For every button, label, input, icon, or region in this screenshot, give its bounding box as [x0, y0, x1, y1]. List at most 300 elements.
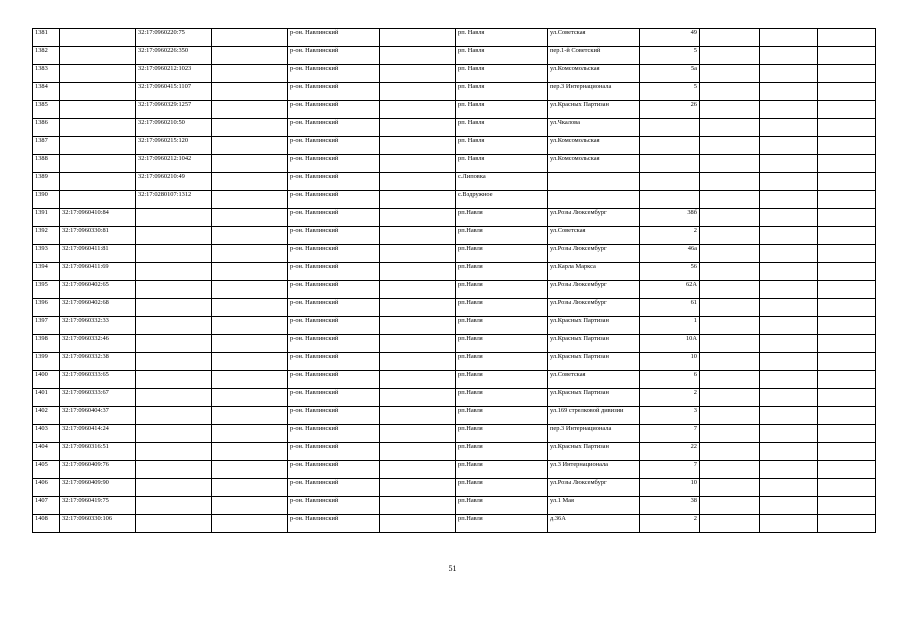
empty-cell	[818, 515, 876, 533]
empty-cell	[760, 65, 818, 83]
district: р-он. Навлинский	[288, 425, 380, 443]
row-number: 1384	[33, 83, 60, 101]
cadastral-number-land	[60, 29, 136, 47]
empty-cell	[380, 461, 456, 479]
empty-cell	[380, 65, 456, 83]
empty-cell	[760, 227, 818, 245]
empty-cell	[760, 47, 818, 65]
district: р-он. Навлинский	[288, 209, 380, 227]
empty-cell	[700, 443, 760, 461]
empty-cell	[760, 191, 818, 209]
settlement: рп. Навля	[456, 119, 548, 137]
empty-cell	[212, 29, 288, 47]
empty-cell	[212, 461, 288, 479]
empty-cell	[212, 335, 288, 353]
row-number: 1396	[33, 299, 60, 317]
empty-cell	[212, 191, 288, 209]
settlement: с.Вздружное	[456, 191, 548, 209]
empty-cell	[818, 443, 876, 461]
district: р-он. Навлинский	[288, 479, 380, 497]
empty-cell	[818, 245, 876, 263]
district: р-он. Навлинский	[288, 515, 380, 533]
street: ул.Розы Люксембург	[548, 299, 640, 317]
register-sheet	[32, 28, 875, 533]
row-number: 1402	[33, 407, 60, 425]
table-row	[33, 137, 876, 155]
empty-cell	[760, 371, 818, 389]
cadastral-number-building	[136, 389, 212, 407]
house-number: 1	[640, 317, 700, 335]
row-number: 1407	[33, 497, 60, 515]
district: р-он. Навлинский	[288, 407, 380, 425]
street: ул.3 Интернационала	[548, 461, 640, 479]
cadastral-number-land: 32:17:0960409:76	[60, 461, 136, 479]
street: ул.Чкалова	[548, 119, 640, 137]
table-row	[33, 155, 876, 173]
empty-cell	[700, 515, 760, 533]
settlement: рп.Навля	[456, 515, 548, 533]
empty-cell	[818, 29, 876, 47]
cadastral-number-land: 32:17:0960330:106	[60, 515, 136, 533]
house-number: 22	[640, 443, 700, 461]
empty-cell	[818, 461, 876, 479]
district: р-он. Навлинский	[288, 389, 380, 407]
row-number: 1386	[33, 119, 60, 137]
empty-cell	[760, 281, 818, 299]
empty-cell	[380, 29, 456, 47]
empty-cell	[380, 407, 456, 425]
table-row	[33, 317, 876, 335]
cadastral-number-building: 32:17:0960329:1257	[136, 101, 212, 119]
empty-cell	[760, 83, 818, 101]
cadastral-number-land: 32:17:0960404:37	[60, 407, 136, 425]
cadastral-number-land: 32:17:0960414:24	[60, 425, 136, 443]
empty-cell	[760, 335, 818, 353]
settlement: рп.Навля	[456, 335, 548, 353]
table-row	[33, 191, 876, 209]
table-row	[33, 263, 876, 281]
cadastral-number-land	[60, 119, 136, 137]
empty-cell	[380, 299, 456, 317]
empty-cell	[818, 479, 876, 497]
cadastral-number-land: 32:17:0960410:84	[60, 209, 136, 227]
table-row	[33, 101, 876, 119]
table-row	[33, 515, 876, 533]
cadastral-number-land: 32:17:0960332:33	[60, 317, 136, 335]
empty-cell	[818, 119, 876, 137]
table-row	[33, 425, 876, 443]
table-row	[33, 29, 876, 47]
cadastral-number-land: 32:17:0960402:68	[60, 299, 136, 317]
empty-cell	[760, 119, 818, 137]
street: ул.Карла Маркса	[548, 263, 640, 281]
cadastral-number-land	[60, 155, 136, 173]
row-number: 1404	[33, 443, 60, 461]
house-number: 10	[640, 353, 700, 371]
table-row	[33, 227, 876, 245]
cadastral-number-land: 32:17:0960333:65	[60, 371, 136, 389]
empty-cell	[700, 281, 760, 299]
table-row	[33, 173, 876, 191]
house-number: 62А	[640, 281, 700, 299]
table-row	[33, 47, 876, 65]
street	[548, 173, 640, 191]
settlement: рп.Навля	[456, 227, 548, 245]
settlement: рп.Навля	[456, 353, 548, 371]
row-number: 1390	[33, 191, 60, 209]
empty-cell	[380, 371, 456, 389]
district: р-он. Навлинский	[288, 245, 380, 263]
empty-cell	[700, 335, 760, 353]
cadastral-number-building: 32:17:0960210:49	[136, 173, 212, 191]
empty-cell	[380, 209, 456, 227]
empty-cell	[700, 137, 760, 155]
empty-cell	[700, 65, 760, 83]
empty-cell	[700, 173, 760, 191]
empty-cell	[212, 209, 288, 227]
settlement: рп.Навля	[456, 245, 548, 263]
district: р-он. Навлинский	[288, 119, 380, 137]
empty-cell	[380, 335, 456, 353]
property-register-table	[32, 28, 876, 533]
empty-cell	[760, 173, 818, 191]
house-number: 5	[640, 83, 700, 101]
empty-cell	[380, 479, 456, 497]
empty-cell	[380, 515, 456, 533]
cadastral-number-building	[136, 443, 212, 461]
empty-cell	[700, 101, 760, 119]
street: ул.Красных Партизан	[548, 353, 640, 371]
empty-cell	[700, 353, 760, 371]
house-number: 3	[640, 407, 700, 425]
empty-cell	[760, 497, 818, 515]
empty-cell	[760, 461, 818, 479]
empty-cell	[818, 83, 876, 101]
district: р-он. Навлинский	[288, 335, 380, 353]
cadastral-number-building	[136, 263, 212, 281]
table-row	[33, 461, 876, 479]
empty-cell	[818, 335, 876, 353]
empty-cell	[700, 497, 760, 515]
table-row	[33, 353, 876, 371]
empty-cell	[818, 407, 876, 425]
street: ул.Красных Партизан	[548, 335, 640, 353]
street: ул.Комсомольская	[548, 65, 640, 83]
settlement: рп.Навля	[456, 299, 548, 317]
cadastral-number-land	[60, 83, 136, 101]
empty-cell	[212, 173, 288, 191]
empty-cell	[700, 29, 760, 47]
district: р-он. Навлинский	[288, 353, 380, 371]
empty-cell	[818, 47, 876, 65]
settlement: рп.Навля	[456, 371, 548, 389]
empty-cell	[700, 119, 760, 137]
house-number: 46а	[640, 245, 700, 263]
cadastral-number-building: 32:17:0280107:1312	[136, 191, 212, 209]
district: р-он. Навлинский	[288, 461, 380, 479]
cadastral-number-building: 32:17:0960415:1107	[136, 83, 212, 101]
table-row	[33, 281, 876, 299]
cadastral-number-building	[136, 245, 212, 263]
empty-cell	[700, 83, 760, 101]
row-number: 1387	[33, 137, 60, 155]
row-number: 1381	[33, 29, 60, 47]
empty-cell	[700, 209, 760, 227]
street: д.36А	[548, 515, 640, 533]
empty-cell	[700, 299, 760, 317]
cadastral-number-land: 32:17:0960411:81	[60, 245, 136, 263]
street: ул.Красных Партизан	[548, 443, 640, 461]
house-number: 7	[640, 461, 700, 479]
empty-cell	[212, 263, 288, 281]
empty-cell	[700, 461, 760, 479]
row-number: 1408	[33, 515, 60, 533]
cadastral-number-building	[136, 335, 212, 353]
empty-cell	[212, 137, 288, 155]
row-number: 1383	[33, 65, 60, 83]
empty-cell	[700, 245, 760, 263]
house-number: 61	[640, 299, 700, 317]
row-number: 1400	[33, 371, 60, 389]
empty-cell	[212, 317, 288, 335]
district: р-он. Навлинский	[288, 155, 380, 173]
street: ул.Комсомольская	[548, 137, 640, 155]
cadastral-number-building: 32:17:0960220:75	[136, 29, 212, 47]
empty-cell	[380, 497, 456, 515]
row-number: 1393	[33, 245, 60, 263]
district: р-он. Навлинский	[288, 263, 380, 281]
settlement: рп.Навля	[456, 425, 548, 443]
empty-cell	[212, 227, 288, 245]
cadastral-number-building	[136, 317, 212, 335]
empty-cell	[760, 353, 818, 371]
empty-cell	[380, 227, 456, 245]
empty-cell	[700, 227, 760, 245]
table-row	[33, 371, 876, 389]
empty-cell	[380, 443, 456, 461]
table-row	[33, 389, 876, 407]
empty-cell	[700, 47, 760, 65]
table-row	[33, 299, 876, 317]
house-number: 2	[640, 389, 700, 407]
district: р-он. Навлинский	[288, 281, 380, 299]
table-row	[33, 335, 876, 353]
empty-cell	[818, 173, 876, 191]
cadastral-number-building	[136, 425, 212, 443]
settlement: рп. Навля	[456, 65, 548, 83]
empty-cell	[818, 425, 876, 443]
settlement: рп.Навля	[456, 263, 548, 281]
empty-cell	[818, 137, 876, 155]
house-number: 10А	[640, 335, 700, 353]
settlement: рп. Навля	[456, 101, 548, 119]
empty-cell	[380, 83, 456, 101]
empty-cell	[380, 101, 456, 119]
street: ул.1 Мая	[548, 497, 640, 515]
row-number: 1389	[33, 173, 60, 191]
empty-cell	[212, 65, 288, 83]
register-body	[33, 29, 876, 533]
empty-cell	[380, 263, 456, 281]
district: р-он. Навлинский	[288, 317, 380, 335]
table-row	[33, 65, 876, 83]
settlement: рп.Навля	[456, 479, 548, 497]
cadastral-number-building	[136, 299, 212, 317]
settlement: рп.Навля	[456, 443, 548, 461]
table-row	[33, 83, 876, 101]
empty-cell	[700, 191, 760, 209]
cadastral-number-land: 32:17:0960332:46	[60, 335, 136, 353]
cadastral-number-land	[60, 173, 136, 191]
empty-cell	[760, 299, 818, 317]
cadastral-number-land	[60, 65, 136, 83]
house-number: 10	[640, 479, 700, 497]
empty-cell	[380, 47, 456, 65]
street: ул.Розы Люксембург	[548, 209, 640, 227]
empty-cell	[760, 443, 818, 461]
empty-cell	[818, 65, 876, 83]
table-row	[33, 209, 876, 227]
empty-cell	[760, 137, 818, 155]
house-number: 26	[640, 101, 700, 119]
street: ул.Розы Люксембург	[548, 281, 640, 299]
empty-cell	[380, 317, 456, 335]
cadastral-number-land	[60, 47, 136, 65]
house-number: 5а	[640, 65, 700, 83]
street: ул.Розы Люксембург	[548, 479, 640, 497]
empty-cell	[212, 281, 288, 299]
table-row	[33, 443, 876, 461]
settlement: с.Липовка	[456, 173, 548, 191]
settlement: рп. Навля	[456, 155, 548, 173]
empty-cell	[212, 101, 288, 119]
cadastral-number-building: 32:17:0960226:350	[136, 47, 212, 65]
house-number: 5	[640, 47, 700, 65]
empty-cell	[700, 425, 760, 443]
empty-cell	[380, 281, 456, 299]
row-number: 1382	[33, 47, 60, 65]
empty-cell	[212, 515, 288, 533]
house-number: 2	[640, 515, 700, 533]
cadastral-number-building	[136, 461, 212, 479]
street: пер.1-й Советский	[548, 47, 640, 65]
cadastral-number-land: 32:17:0960419:75	[60, 497, 136, 515]
settlement: рп. Навля	[456, 83, 548, 101]
cadastral-number-land: 32:17:0960316:51	[60, 443, 136, 461]
empty-cell	[760, 101, 818, 119]
table-row	[33, 497, 876, 515]
empty-cell	[212, 245, 288, 263]
empty-cell	[760, 389, 818, 407]
settlement: рп. Навля	[456, 47, 548, 65]
row-number: 1391	[33, 209, 60, 227]
page-number: 51	[448, 564, 457, 573]
street: ул.Советская	[548, 371, 640, 389]
cadastral-number-building	[136, 515, 212, 533]
empty-cell	[380, 425, 456, 443]
district: р-он. Навлинский	[288, 83, 380, 101]
row-number: 1398	[33, 335, 60, 353]
empty-cell	[212, 155, 288, 173]
cadastral-number-land: 32:17:0960332:38	[60, 353, 136, 371]
row-number: 1388	[33, 155, 60, 173]
district: р-он. Навлинский	[288, 101, 380, 119]
row-number: 1406	[33, 479, 60, 497]
row-number: 1395	[33, 281, 60, 299]
empty-cell	[818, 191, 876, 209]
settlement: рп. Навля	[456, 137, 548, 155]
settlement: рп.Навля	[456, 407, 548, 425]
district: р-он. Навлинский	[288, 47, 380, 65]
empty-cell	[818, 497, 876, 515]
empty-cell	[380, 245, 456, 263]
street: пер.3 Интернационала	[548, 425, 640, 443]
street: ул.Комсомольская	[548, 155, 640, 173]
district: р-он. Навлинский	[288, 497, 380, 515]
street: ул.Советская	[548, 29, 640, 47]
row-number: 1401	[33, 389, 60, 407]
empty-cell	[212, 299, 288, 317]
cadastral-number-land: 32:17:0960411:69	[60, 263, 136, 281]
house-number: 6	[640, 371, 700, 389]
empty-cell	[700, 407, 760, 425]
empty-cell	[700, 371, 760, 389]
row-number: 1403	[33, 425, 60, 443]
cadastral-number-land: 32:17:0960402:65	[60, 281, 136, 299]
cadastral-number-building	[136, 227, 212, 245]
empty-cell	[818, 299, 876, 317]
house-number	[640, 191, 700, 209]
settlement: рп.Навля	[456, 281, 548, 299]
empty-cell	[212, 353, 288, 371]
empty-cell	[212, 425, 288, 443]
house-number	[640, 173, 700, 191]
empty-cell	[760, 155, 818, 173]
empty-cell	[380, 389, 456, 407]
house-number: 56	[640, 263, 700, 281]
street: ул.Красных Партизан	[548, 101, 640, 119]
empty-cell	[380, 119, 456, 137]
district: р-он. Навлинский	[288, 371, 380, 389]
empty-cell	[700, 155, 760, 173]
district: р-он. Навлинский	[288, 443, 380, 461]
settlement: рп.Навля	[456, 389, 548, 407]
street: ул.Советская	[548, 227, 640, 245]
street: ул.169 стрелковой дивизии	[548, 407, 640, 425]
empty-cell	[760, 245, 818, 263]
empty-cell	[818, 389, 876, 407]
row-number: 1394	[33, 263, 60, 281]
district: р-он. Навлинский	[288, 299, 380, 317]
cadastral-number-land	[60, 137, 136, 155]
empty-cell	[700, 479, 760, 497]
empty-cell	[760, 29, 818, 47]
empty-cell	[212, 371, 288, 389]
cadastral-number-building	[136, 281, 212, 299]
table-row	[33, 245, 876, 263]
empty-cell	[212, 119, 288, 137]
house-number	[640, 137, 700, 155]
cadastral-number-building	[136, 497, 212, 515]
cadastral-number-land: 32:17:0960333:67	[60, 389, 136, 407]
empty-cell	[818, 101, 876, 119]
street: пер.3 Интернационала	[548, 83, 640, 101]
empty-cell	[818, 371, 876, 389]
street: ул.Розы Люксембург	[548, 245, 640, 263]
empty-cell	[380, 137, 456, 155]
cadastral-number-building: 32:17:0960212:1042	[136, 155, 212, 173]
house-number: 49	[640, 29, 700, 47]
